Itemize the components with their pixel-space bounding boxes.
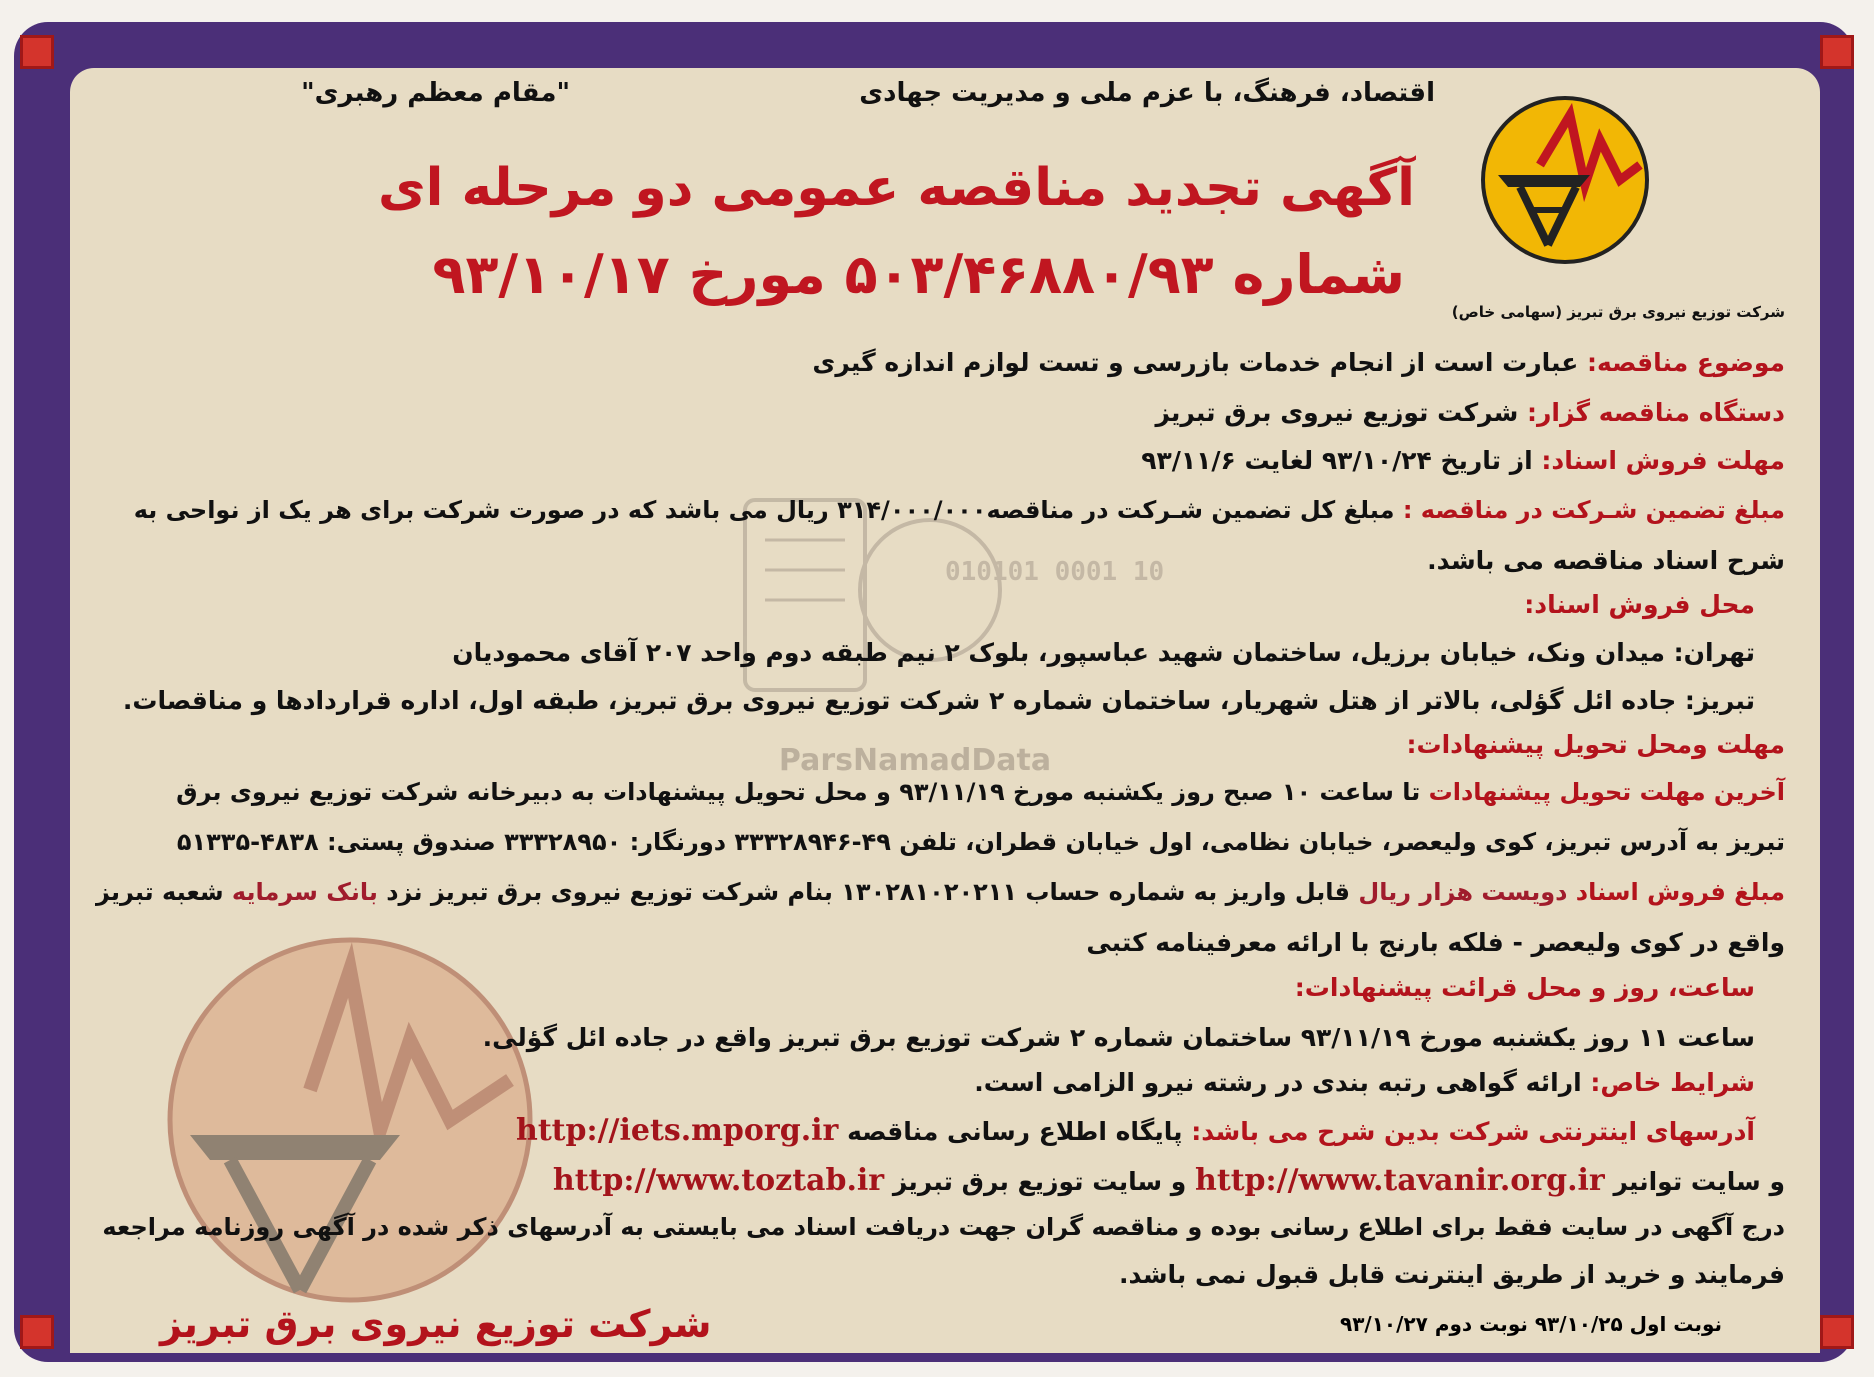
special-text: ارائه گواهی رتبه بندی در رشته نیرو الزامی است. — [974, 1068, 1582, 1097]
slogan-attribution: "مقام معظم رهبری" — [301, 78, 570, 108]
page-title: آگهی تجدید مناقصه عمومی دو مرحله ای — [377, 158, 1415, 218]
delivery-label: مهلت ومحل تحویل پیشنهادات: — [1406, 730, 1785, 759]
tender-number: شماره ۵۰۳/۴۶۸۸۰/۹۳ مورخ ۹۳/۱۰/۱۷ — [432, 243, 1405, 306]
opening-text: ساعت ۱۱ روز یکشنبه مورخ ۹۳/۱۱/۱۹ ساختمان شماره ۲ شرکت توزیع برق تبریز واقع در جاده ائل گؤلی. — [482, 1023, 1755, 1052]
tabriz-address: تبریز: جاده ائل گؤلی، بالاتر از هتل شهریار، ساختمان شماره ۲ شرکت توزیع نیروی برق تبریز، طبقه اول، اداره قراردادها و مناقصات. — [122, 686, 1755, 715]
corner-ornament — [20, 35, 54, 69]
org-label: دستگاه مناقصه گزار: — [1527, 398, 1785, 427]
url-iets[interactable]: http://iets.mporg.ir — [516, 1113, 839, 1148]
corner-ornament — [20, 1315, 54, 1349]
subject-text: عبارت است از انجام خدمات بازرسی و تست لوازم اندازه گیری — [812, 348, 1579, 377]
url-tavanir[interactable]: http://www.tavanir.org.ir — [1195, 1163, 1605, 1198]
url-toztab[interactable]: http://www.toztab.ir — [552, 1163, 885, 1198]
price-amount: دویست هزار ریال — [1358, 878, 1568, 906]
watermark-digits: 010101 0001 10 — [945, 557, 1165, 587]
corner-ornament — [1820, 35, 1854, 69]
subject-label: موضوع مناقصه: — [1587, 348, 1785, 377]
last-deadline-label: آخرین مهلت تحویل پیشنهادات — [1428, 778, 1785, 806]
guarantee-text-2: شرح اسناد مناقصه می باشد. — [1427, 546, 1785, 575]
notice-text-2: فرمایند و خرید از طریق اینترنت قابل قبول نمی باشد. — [1119, 1260, 1785, 1289]
office-address: تبریز به آدرس تبریز، کوی ولیعصر، خیابان نظامی، اول خیابان قطران، تلفن ۴۹-۳۳۳۲۸۹۴۶ دورنگار: ۳۳۳۲۸۹۵۰ صندوق پستی: ۴۸۳۸-۵۱۳۳۵ — [176, 828, 1785, 856]
org-text: شرکت توزیع نیروی برق تبریز — [1155, 398, 1519, 427]
sale-deadline-label: مهلت فروش اسناد: — [1541, 446, 1785, 475]
footer-company: شرکت توزیع نیروی برق تبریز — [160, 1302, 712, 1346]
slogan: اقتصاد، فرهنگ، با عزم ملی و مدیریت جهادی — [859, 78, 1435, 108]
corner-ornament — [1820, 1315, 1854, 1349]
price-text-3: واقع در کوی ولیعصر - فلکه بارنج با ارائه معرفینامه کتبی — [1086, 928, 1785, 957]
internet-text-1: پایگاه اطلاع رسانی مناقصه — [847, 1117, 1183, 1146]
sale-place-label: محل فروش اسناد: — [1524, 590, 1755, 619]
guarantee-label: مبلغ تضمین شـرکت در مناقصه : — [1402, 496, 1785, 524]
price-text: قابل واریز به شماره حساب ۱۳۰۲۸۱۰۲۰۲۱۱ بنام شرکت توزیع نیروی برق تبریز نزد — [386, 878, 1351, 906]
price-label: مبلغ فروش اسناد — [1575, 878, 1785, 906]
internet-text-2: و سایت توانیر — [1613, 1167, 1785, 1196]
watermark-text: ParsNamadData — [778, 743, 1052, 778]
guarantee-text: مبلغ کل تضمین شـرکت در مناقصه۳۱۴/۰۰۰/۰۰۰ ریال می باشد که در صورت شرکت برای هر یک از نواحی به — [133, 496, 1395, 524]
last-deadline-text: تا ساعت ۱۰ صبح روز یکشنبه مورخ ۹۳/۱۱/۱۹ و محل تحویل پیشنهادات به دبیرخانه شرکت توزیع نیروی برق — [176, 778, 1421, 806]
price-branch: شعبه تبریز — [96, 878, 224, 906]
tehran-address: تهران: میدان ونک، خیابان برزیل، ساختمان شهید عباسپور، بلوک ۲ نیم طبقه دوم واحد ۲۰۷ آقای محمودیان — [452, 638, 1755, 667]
special-label: شرایط خاص: — [1590, 1068, 1755, 1097]
company-logo — [1480, 95, 1650, 265]
notice-text-1: درج آگهی در سایت فقط برای اطلاع رسانی بوده و مناقصه گران جهت دریافت اسناد می بایستی به آدرسهای ذکر شده در آگهی روزنامه مراجعه — [102, 1213, 1785, 1241]
bank-name: بانک سرمایه — [231, 878, 378, 906]
sale-deadline-text: از تاریخ ۹۳/۱۰/۲۴ لغایت ۹۳/۱۱/۶ — [1141, 446, 1533, 475]
logo-caption: شرکت توزیع نیروی برق تبریز (سهامی خاص) — [1451, 303, 1785, 321]
internet-text-3: و سایت توزیع برق تبریز — [892, 1167, 1187, 1196]
opening-label: ساعت، روز و محل قرائت پیشنهادات: — [1294, 973, 1755, 1002]
internet-label: آدرسهای اینترنتی شرکت بدین شرح می باشد: — [1191, 1117, 1755, 1146]
publication-dates: نوبت اول ۹۳/۱۰/۲۵ نوبت دوم ۹۳/۱۰/۲۷ — [1340, 1312, 1722, 1336]
